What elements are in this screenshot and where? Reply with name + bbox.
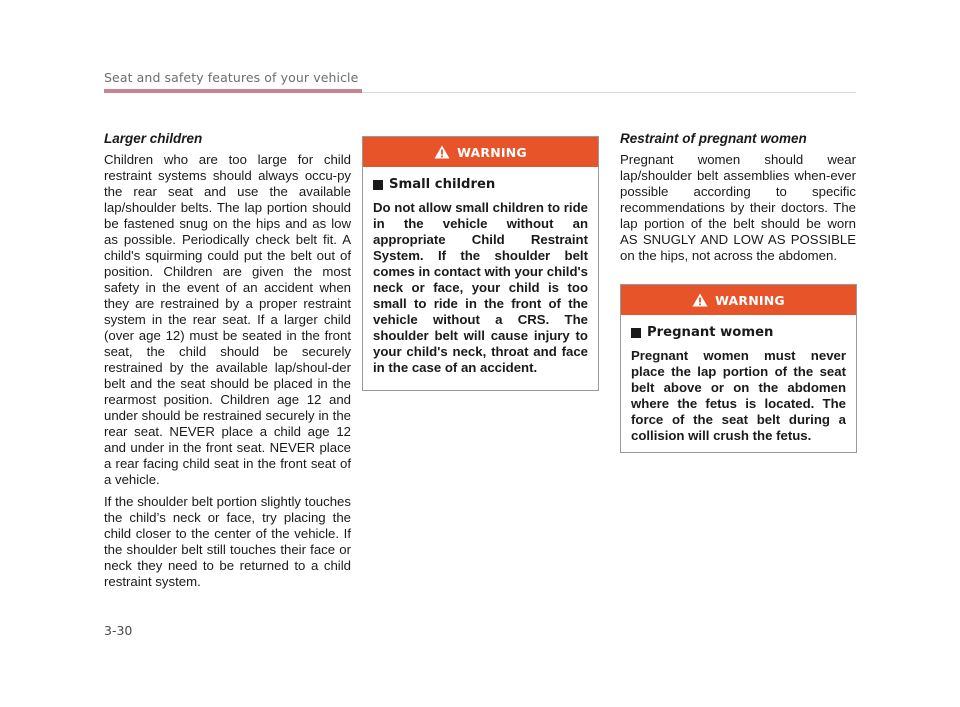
larger-children-heading: Larger children [104, 131, 203, 146]
warning-triangle-icon [434, 145, 450, 159]
warning-box-pregnant-women [620, 284, 857, 453]
warning-subheading-text: Pregnant women [647, 325, 774, 340]
paragraph: Pregnant women should wear lap/shoulder belt assemblies when-ever possible according to specific recommendations by their doctors. The lap portion of the belt should be worn AS SNUGLY AND LOW AS POSSIBLE on the hips, not across the abdomen. [620, 152, 856, 263]
warning-header [363, 137, 598, 167]
warning-subheading-text: Small children [389, 177, 496, 192]
header-divider [362, 92, 856, 93]
warning-label: WARNING [457, 144, 527, 160]
paragraph: If the shoulder belt portion slightly touches the child’s neck or face, try placing the child closer to the center of the vehicle. If the shoulder belt still touches their face or neck they need to be returned to a child restraint system. [104, 494, 351, 589]
pregnant-women-text [620, 152, 856, 270]
square-bullet-icon [373, 180, 383, 190]
page-number: 3-30 [104, 623, 133, 638]
warning-header [621, 285, 856, 315]
square-bullet-icon [631, 328, 641, 338]
warning-body: Pregnant women must never place the lap portion of the seat belt above or on the abdomen where the fetus is located. The force of the seat belt during a collision will crush the fetus. [631, 348, 846, 443]
warning-subheading [631, 325, 846, 340]
warning-label: WARNING [715, 292, 785, 308]
paragraph: Children who are too large for child restraint systems should always occu-py the rear seat and use the available lap/shoulder belts. The lap portion should be fastened snug on the hips and as low as possible. Periodically check belt fit. A child's squirming could put the belt out of position. Children are given the most safety in the event of an accident when they are restrained by a proper restraint system in the rear seat. If a larger child (over age 12) must be seated in the front seat, the child should be securely restrained by the available lap/shoul-der belt and the seat should be placed in the rearmost position. Children age 12 and under should be restrained securely in the rear seat. NEVER place a child age 12 and under in the front seat. NEVER place a rear facing child seat in the front seat of a vehicle. [104, 152, 351, 487]
pregnant-women-heading: Restraint of pregnant women [620, 131, 807, 146]
warning-subheading [373, 177, 588, 192]
section-title: Seat and safety features of your vehicle [104, 70, 359, 85]
warning-body: Do not allow small children to ride in the vehicle without an appropriate Child Restraint System. If the shoulder belt comes in contact with your child's neck or face, your child is too small to ride in the front of the vehicle without a CRS. The shoulder belt will cause injury to your child's neck, throat and face in the case of an accident. [373, 200, 588, 375]
warning-box-small-children [362, 136, 599, 391]
header-accent-bar [104, 89, 362, 93]
larger-children-text [104, 152, 351, 596]
warning-triangle-icon [692, 293, 708, 307]
